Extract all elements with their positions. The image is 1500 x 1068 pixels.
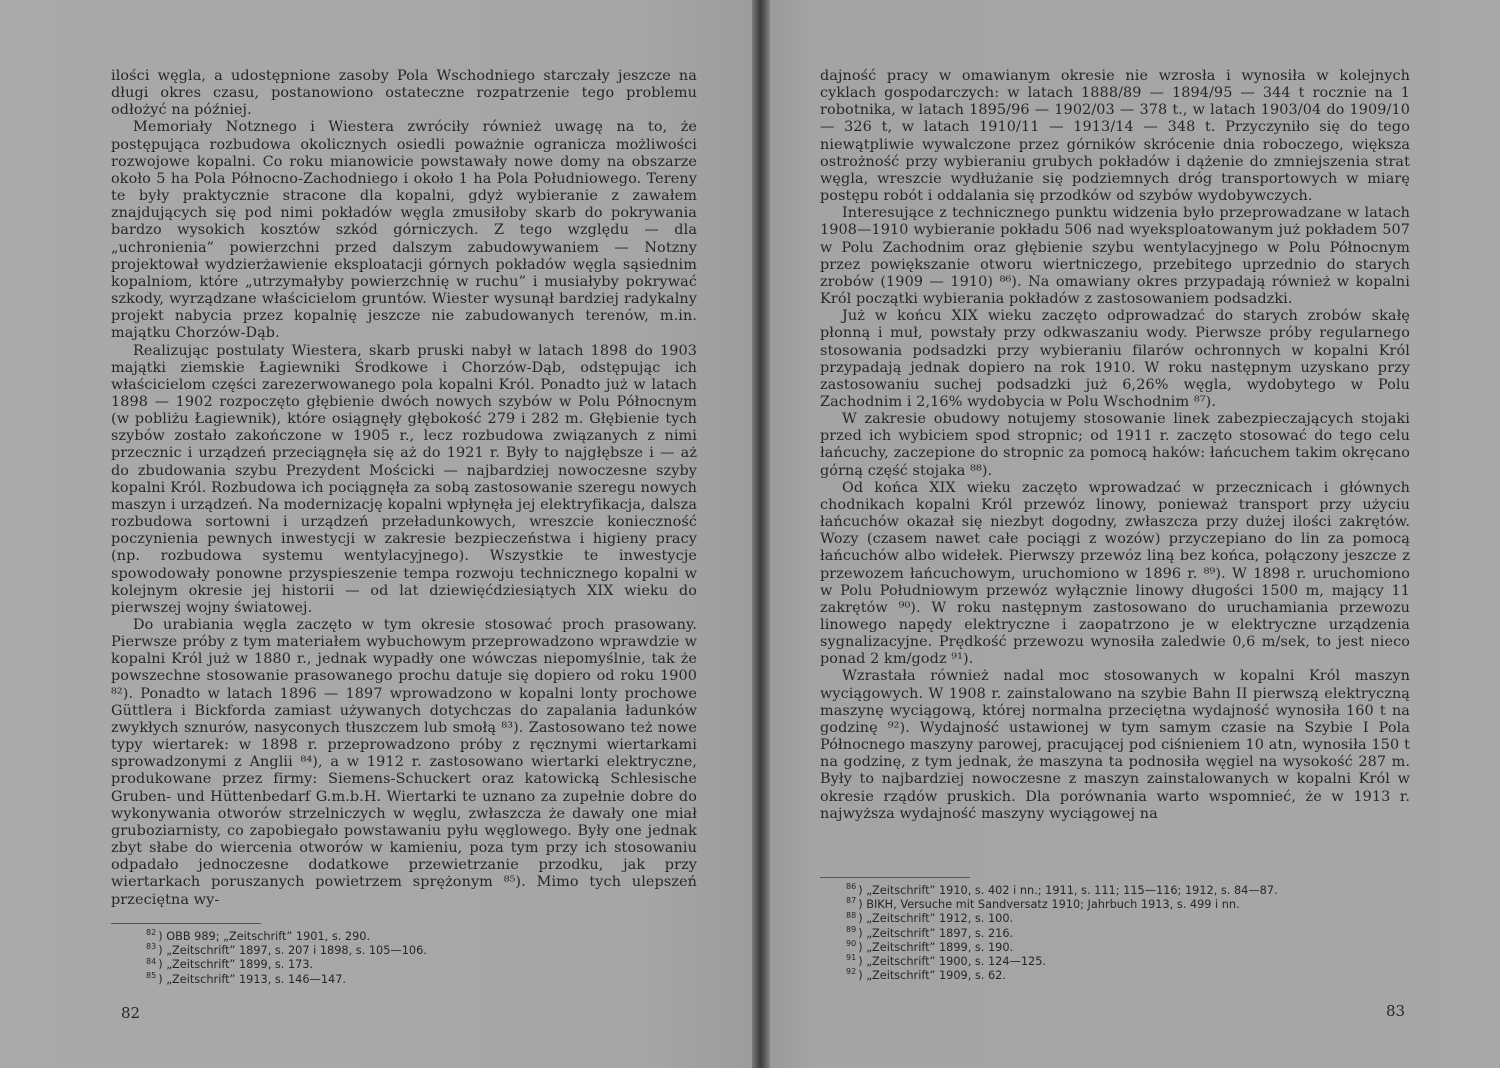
footnote-mark: 84 bbox=[146, 956, 157, 966]
footnote: $^{83}$ ) „Zeitschrift” 1897, s. 207 i 1898, s. 105—106. bbox=[146, 942, 427, 958]
footnote-mark: 90 bbox=[846, 939, 857, 949]
footnote-text: „Zeitschrift” 1900, s. 124—125. bbox=[866, 955, 1046, 969]
footnote: $^{82}$ ) OBB 989; „Zeitschrift” 1901, s. 290. bbox=[146, 928, 371, 943]
right-page bbox=[770, 0, 1500, 1068]
paragraph: Już w końcu XIX wieku zaczęto odprowadzać do starych zrobów skałę płonną i muł, powstały przy odkwaszaniu wody. Pierwsze próby regularnego stosowania podsadzki przy wybieraniu filarów ochronnych w kopalni Król przypadają jednak dopiero na rok 1910. W roku następnym uzyskano przy zastosowaniu suchej podsadzki już 6,26% węgla, wydobytego w Polu Zachodnim i 2,16% wydobycia w Polu Wschodnim ⁸⁷). bbox=[820, 308, 1410, 410]
footnote-text: „Zeitschrift” 1897, s. 207 i 1898, s. 105—106. bbox=[166, 944, 427, 958]
footnote: $^{85}$ ) „Zeitschrift” 1913, s. 146—147. bbox=[146, 970, 346, 986]
footnote-mark: 85 bbox=[146, 970, 157, 980]
paragraph: dajność pracy w omawianym okresie nie wzrosła i wynosiła w kolejnych cyklach gospodarczych: w latach 1888/89 — 1894/95 — 344 t rocznie na 1 robotnika, w latach 1895/96 — 1902/03 — 378 t., w latach 1903/04 do 1909/10 — 326 t, w latach 1910/11 — 1913/14 — 348 t. Przyczyniło się do tego niewątpliwie wywalczone przez górników skrócenie dnia roboczego, większa ostrożność przy wybieraniu grubych pokładów i dążenie do zmniejszenia strat węgla, wreszcie wydłużanie się podziemnych dróg transportowych w miarę postępu robót i oddalania się przodków od szybów wydobywczych. bbox=[820, 68, 1410, 205]
paragraph: Interesujące z technicznego punktu widzenia było przeprowadzane w latach 1908—1910 wybieranie pokładu 506 nad wyeksploatowanym już pokładem 507 w Polu Zachodnim oraz głębienie szybu wentylacyjnego w Polu Północnym przez powiększanie otworu wiertniczego, przebitego uprzednio do starych zrobów (1909 — 1910) ⁸⁶). Na omawiany okres przypadają również w kopalni Król początki wybierania pokładów z zastosowaniem podsadzki. bbox=[820, 205, 1410, 308]
footnote-rule bbox=[820, 877, 970, 878]
footnote-text: „Zeitschrift” 1910, s. 402 i nn.; 1911, s. 111; 115—116; 1912, s. 84—87. bbox=[866, 884, 1278, 897]
footnote-mark: 83 bbox=[146, 942, 157, 952]
footnote: $^{91}$ ) „Zeitschrift” 1900, s. 124—125. bbox=[846, 953, 1046, 969]
paragraph: W zakresie obudowy notujemy stosowanie linek zabezpieczających stojaki przed ich wybiciem spod stropnic; od 1911 r. zaczęto stosować do tego celu łańcuchy, zaczepione do stropnic za pomocą haków: łańcuchem takim okręcano górną część stojaka ⁸⁸). bbox=[820, 411, 1410, 479]
paragraph: Realizując postulaty Wiestera, skarb pruski nabył w latach 1898 do 1903 majątki ziemskie Łagiewniki Środkowe i Chorzów-Dąb, odstępując ich właścicielom części zarezerwowanego pola kopalni Król. Ponadto już w latach 1898 — 1902 rozpoczęto głębienie dwóch nowych szybów w Polu Północnym (w pobliżu Łagiewnik), które osiągnęły głębokość 279 i 282 m. Głębienie tych szybów zostało zakończone w 1905 r., lecz rozbudowa związanych z nimi przecznic i urządzeń przeciągnęła się aż do 1921 r. Były to najgłębsze i — aż do zbudowania szybu Prezydent Mościcki — najbardziej nowoczesne szyby kopalni Król. Rozbudowa ich pociągnęła za sobą zastosowanie szeregu nowych maszyn i urządzeń. Na modernizację kopalni wpłynęła jej elektryfikacja, dalsza rozbudowa sortowni i urządzeń przeładunkowych, wreszcie konieczność poczynienia pewnych inwestycji w zakresie bezpieczeństwa i higieny pracy (np. rozbudowa systemu wentylacyjnego). Wszystkie te inwestycje spowodowały ponowne przyspieszenie tempa rozwoju technicznego kopalni w kolejnym okresie jej historii — od lat dziewięćdziesiątych XIX wieku do pierwszej wojny światowej. bbox=[111, 342, 697, 616]
footnote-mark: 82 bbox=[146, 928, 157, 938]
footnote-mark: 92 bbox=[846, 967, 857, 977]
footnote: $^{86}$ ) „Zeitschrift” 1910, s. 402 i nn.; 1911, s. 111; 115—116; 1912, s. 84—87. bbox=[846, 882, 1278, 897]
footnote-text: OBB 989; „Zeitschrift” 1901, s. 290. bbox=[166, 930, 371, 943]
paragraph: Memoriały Notznego i Wiestera zwróciły również uwagę na to, że postępująca rozbudowa okolicznych osiedli poważnie ogranicza możliwości rozwojowe kopalni. Co roku mianowicie powstawały nowe domy na obszarze około 5 ha Pola Północno-Zachodniego i około 1 ha Pola Południowego. Tereny te były praktycznie stracone dla kopalni, gdyż wybieranie z zawałem znajdujących się pod nimi pokładów węgla zmusiłoby skarb do pokrywania bardzo wysokich kosztów szkód górniczych. Z tego względu — dla „uchronienia” powierzchni przed dalszym zabudowywaniem — Notzny projektował wydzierżawienie eksploatacji górnych pokładów węgla sąsiednim kopalniom, które „utrzymałyby powierzchnię w ruchu” i musiałyby pokrywać szkody, wyrządzane właścicielom gruntów. Wiester wysunął bardziej radykalny projekt nabycia przez kopalnię jeszcze nie zabudowanych terenów, m.in. majątku Chorzów-Dąb. bbox=[111, 119, 697, 342]
footnote-text: „Zeitschrift” 1899, s. 173. bbox=[166, 958, 314, 972]
footnote-text: „Zeitschrift” 1897, s. 216. bbox=[866, 926, 1014, 940]
paragraph: Wzrastała również nadal moc stosowanych w kopalni Król maszyn wyciągowych. W 1908 r. zainstalowano na szybie Bahn II pierwszą elektryczną maszynę wyciągową, której normalna przeciętna wydajność wynosiła 160 t na godzinę ⁹²). Wydajność ustawionej w tym samym czasie na Szybie I Pola Północnego maszyny parowej, pracującej pod ciśnieniem 10 atn, wynosiła 150 t na godzinę, z tym jednak, że maszyna ta podnosiła węgiel na wysokość 287 m. Były to najbardziej nowoczesne z maszyn zainstalowanych w kopalni Król w okresie rządów pruskich. Dla porównania warto wspomnieć, że w 1913 r. najwyższa wydajność maszyny wyciągowej na bbox=[820, 668, 1410, 822]
footnote-mark: 88 bbox=[846, 910, 857, 920]
paragraph: Od końca XIX wieku zaczęto wprowadzać w przecznicach i głównych chodnikach kopalni Król przewóz linowy, ponieważ transport przy użyciu łańcuchów okazał się niezbyt dogodny, zwłaszcza przy dużej ilości zakrętów. Wozy (czasem nawet całe pociągi z wozów) przyczepiano do lin za pomocą łańcuchów albo widełek. Pierwszy przewóz liną bez końca, połączony jeszcze z przewozem łańcuchowym, uruchomiono w 1896 r. ⁸⁹). W 1898 r. uruchomiono w Polu Południowym przewóz wyłącznie linowy długości 1500 m, mający 11 zakrętów ⁹⁰). W roku następnym zastosowano do uruchamiania przewozu linowego napędy elektryczne i zaopatrzono je w elektryczne urządzenia sygnalizacyjne. Prędkość przewozu wynosiła zaledwie 0,6 m/sek, to jest nieco ponad 2 km/godz ⁹¹). bbox=[820, 479, 1410, 668]
footnote-mark: 86 bbox=[846, 882, 857, 892]
footnote: $^{89}$ ) „Zeitschrift” 1897, s. 216. bbox=[846, 924, 1014, 940]
footnote: $^{87}$ ) BIKH, Versuche mit Sandversatz 1910; Jahrbuch 1913, s. 499 i nn. bbox=[846, 896, 1240, 912]
footnote: $^{88}$ ) „Zeitschrift” 1912, s. 100. bbox=[846, 910, 1014, 926]
paragraph: Do urabiania węgla zaczęto w tym okresie stosować proch prasowany. Pierwsze próby z tym materiałem wybuchowym przeprowadzono wprawdzie w kopalni Król już w 1880 r., jednak wypadły one wówczas niepomyślnie, tak że powszechne stosowanie prasowanego prochu datuje się dopiero od roku 1900 ⁸²). Ponadto w latach 1896 — 1897 wprowadzono w kopalni lonty prochowe Güttlera i Bickforda zamiast używanych dotychczas do zapalania ładunków zwykłych sznurów, nasyconych tłuszczem lub smołą ⁸³). Zastosowano też nowe typy wiertarek: w 1898 r. przeprowadzono próby z ręcznymi wiertarkami sprowadzonymi z Anglii ⁸⁴), a w 1912 r. zastosowano wiertarki elektryczne, produkowane przez firmy: Siemens-Schuckert oraz katowicką Schlesische Gruben- und Hüttenbedarf G.m.b.H. Wiertarki te uznano za zupełnie dobre do wykonywania otworów strzelniczych w węglu, zwłaszcza że dawały one miał gruboziarnisty, co zapobiegało powstawaniu pyłu węglowego. Były one jednak zbyt słabe do wiercenia otworów w kamieniu, poza tym przy ich stosowaniu odpadało jednoczesne dodatkowe przewietrzanie przodku, jak przy wiertarkach poruszanych powietrzem sprężonym ⁸⁵). Mimo tych ulepszeń przeciętna wy- bbox=[111, 617, 697, 908]
footnote: $^{92}$ ) „Zeitschrift” 1909, s. 62. bbox=[846, 967, 1006, 983]
footnote-text: „Zeitschrift” 1899, s. 190. bbox=[866, 940, 1014, 954]
footnote-mark: 89 bbox=[846, 924, 857, 934]
right-body-text bbox=[820, 68, 1410, 823]
footnote-text: BIKH, Versuche mit Sandversatz 1910; Jahrbuch 1913, s. 499 i nn. bbox=[866, 898, 1240, 912]
page-number: 83 bbox=[1386, 1002, 1406, 1020]
footnote: $^{84}$ ) „Zeitschrift” 1899, s. 173. bbox=[146, 956, 314, 972]
footnote-text: „Zeitschrift” 1912, s. 100. bbox=[866, 912, 1014, 926]
footnote-text: „Zeitschrift” 1913, s. 146—147. bbox=[166, 972, 346, 986]
left-footnotes bbox=[146, 930, 546, 987]
paragraph: ilości węgla, a udostępnione zasoby Pola Wschodniego starczały jeszcze na długi okres czasu, postanowiono ostateczne rozpatrzenie tego problemu odłożyć na później. bbox=[111, 68, 697, 119]
left-body-text bbox=[111, 68, 697, 909]
footnote-mark: 91 bbox=[846, 953, 857, 963]
footnote: $^{90}$ ) „Zeitschrift” 1899, s. 190. bbox=[846, 939, 1014, 954]
right-footnotes bbox=[846, 884, 1406, 983]
page-number: 82 bbox=[121, 1004, 141, 1022]
book-gutter bbox=[752, 0, 770, 1068]
footnote-rule bbox=[111, 923, 261, 924]
footnote-text: „Zeitschrift” 1909, s. 62. bbox=[866, 969, 1006, 983]
footnote-mark: 87 bbox=[846, 896, 857, 906]
